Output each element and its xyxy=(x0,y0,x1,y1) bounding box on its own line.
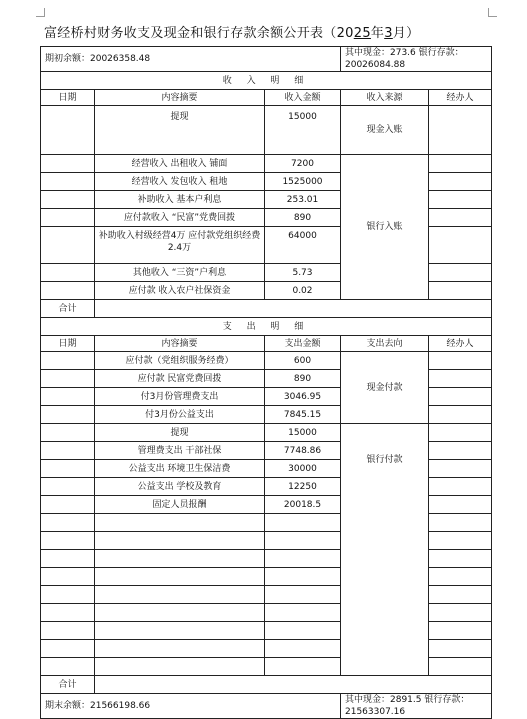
empty-cell xyxy=(429,568,492,586)
empty-cell xyxy=(265,586,341,604)
income-date-cell xyxy=(41,106,95,155)
income-header-summary: 内容摘要 xyxy=(95,90,265,106)
income-source-bank: 银行入账 xyxy=(341,155,429,300)
expense-header-date: 日期 xyxy=(41,336,95,352)
expense-amount: 890 xyxy=(265,370,341,388)
expense-handler-cell xyxy=(429,388,492,406)
income-handler-cell xyxy=(429,209,492,227)
empty-cell xyxy=(95,568,265,586)
empty-cell xyxy=(41,658,95,676)
expense-date-cell xyxy=(41,370,95,388)
empty-cell xyxy=(265,568,341,586)
income-handler-cell xyxy=(429,106,492,155)
empty-cell xyxy=(265,622,341,640)
income-summary: 提现 xyxy=(95,106,265,155)
income-total-label: 合计 xyxy=(41,300,95,318)
opening-balance: 期初余额：20026358.48 xyxy=(41,47,341,72)
expense-total-row xyxy=(41,676,492,694)
expense-summary: 公益支出 学校及教育 xyxy=(95,478,265,496)
expense-summary: 提现 xyxy=(95,424,265,442)
expense-handler-cell xyxy=(429,406,492,424)
expense-total-label: 合计 xyxy=(41,676,95,694)
expense-amount: 12250 xyxy=(265,478,341,496)
expense-destination-cash: 现金付款 xyxy=(341,352,429,424)
income-date-cell xyxy=(41,209,95,227)
empty-cell xyxy=(429,604,492,622)
expense-amount: 20018.5 xyxy=(265,496,341,514)
expense-summary: 付3月份管理费支出 xyxy=(95,388,265,406)
table-row xyxy=(41,106,492,155)
income-summary: 补助收入村级经营4万 应付款党组织经费2.4万 xyxy=(95,227,265,264)
expense-summary: 付3月份公益支出 xyxy=(95,406,265,424)
income-header-row xyxy=(41,90,492,106)
expense-section-row xyxy=(41,318,492,336)
expense-date-cell xyxy=(41,352,95,370)
expense-summary: 应付款（党组织服务经费） xyxy=(95,352,265,370)
income-handler-cell xyxy=(429,155,492,173)
income-summary: 应付款收入 “民富”党费回拨 xyxy=(95,209,265,227)
expense-header-handler: 经办人 xyxy=(429,336,492,352)
empty-cell xyxy=(429,586,492,604)
income-handler-cell xyxy=(429,282,492,300)
income-summary: 经营收入 发包收入 租地 xyxy=(95,173,265,191)
expense-handler-cell xyxy=(429,442,492,460)
title-year-underlined: 25 xyxy=(353,26,371,41)
expense-date-cell xyxy=(41,424,95,442)
expense-date-cell xyxy=(41,496,95,514)
empty-cell xyxy=(41,514,95,532)
expense-summary: 应付款 民富党费回拨 xyxy=(95,370,265,388)
empty-cell xyxy=(265,550,341,568)
opening-cash-bank: 其中现金：273.6 银行存款：20026084.88 xyxy=(341,47,492,72)
income-total-row xyxy=(41,300,492,318)
expense-date-cell xyxy=(41,478,95,496)
empty-cell xyxy=(95,586,265,604)
empty-cell xyxy=(41,532,95,550)
expense-header-summary: 内容摘要 xyxy=(95,336,265,352)
income-amount: 7200 xyxy=(265,155,341,173)
opening-balance-row xyxy=(41,47,492,72)
empty-cell xyxy=(429,640,492,658)
empty-cell xyxy=(95,532,265,550)
expense-summary: 公益支出 环境卫生保洁费 xyxy=(95,460,265,478)
expense-destination-bank: 银行付款 xyxy=(341,424,429,676)
table-row xyxy=(41,352,492,370)
title-part: 富经桥村财务收支及现金和银行存款余额公开表（20 xyxy=(44,26,354,41)
expense-amount: 15000 xyxy=(265,424,341,442)
income-handler-cell xyxy=(429,227,492,264)
report-title xyxy=(44,22,419,41)
expense-date-cell xyxy=(41,388,95,406)
expense-handler-cell xyxy=(429,496,492,514)
income-summary: 其他收入 “三资”户利息 xyxy=(95,264,265,282)
income-date-cell xyxy=(41,227,95,264)
income-date-cell xyxy=(41,191,95,209)
empty-cell xyxy=(41,550,95,568)
income-amount: 253.01 xyxy=(265,191,341,209)
expense-handler-cell xyxy=(429,460,492,478)
empty-cell xyxy=(41,568,95,586)
empty-cell xyxy=(95,514,265,532)
empty-cell xyxy=(41,640,95,658)
expense-date-cell xyxy=(41,442,95,460)
income-header-date: 日期 xyxy=(41,90,95,106)
empty-cell xyxy=(265,640,341,658)
title-month-underlined: 3 xyxy=(384,26,393,41)
empty-cell xyxy=(265,604,341,622)
income-header-source: 收入来源 xyxy=(341,90,429,106)
closing-cash-bank: 其中现金：2891.5 银行存款：21563307.16 xyxy=(341,694,492,719)
title-year-label: 年 xyxy=(370,26,385,41)
income-handler-cell xyxy=(429,264,492,282)
table-row xyxy=(41,424,492,442)
income-summary: 经营收入 出租收入 铺面 xyxy=(95,155,265,173)
income-amount: 890 xyxy=(265,209,341,227)
income-source-cash: 现金入账 xyxy=(341,106,429,155)
income-date-cell xyxy=(41,155,95,173)
empty-cell xyxy=(429,514,492,532)
page-corner-mark-left xyxy=(36,8,45,17)
income-summary: 应付款 收入农户社保资金 xyxy=(95,282,265,300)
expense-amount: 7845.15 xyxy=(265,406,341,424)
empty-cell xyxy=(265,532,341,550)
expense-section-title: 支 出 明 细 xyxy=(41,318,492,336)
page-corner-mark-right xyxy=(488,8,497,17)
expense-amount: 30000 xyxy=(265,460,341,478)
empty-cell xyxy=(95,550,265,568)
income-date-cell xyxy=(41,264,95,282)
expense-amount: 3046.95 xyxy=(265,388,341,406)
empty-cell xyxy=(429,532,492,550)
empty-cell xyxy=(95,622,265,640)
empty-cell xyxy=(429,622,492,640)
income-section-title: 收 入 明 细 xyxy=(41,72,492,90)
empty-cell xyxy=(95,604,265,622)
income-section-row xyxy=(41,72,492,90)
expense-amount: 7748.86 xyxy=(265,442,341,460)
income-header-amount: 收入金额 xyxy=(265,90,341,106)
income-date-cell xyxy=(41,173,95,191)
expense-handler-cell xyxy=(429,478,492,496)
expense-date-cell xyxy=(41,460,95,478)
empty-cell xyxy=(95,658,265,676)
income-amount: 0.02 xyxy=(265,282,341,300)
income-amount: 64000 xyxy=(265,227,341,264)
expense-handler-cell xyxy=(429,424,492,442)
income-total-value xyxy=(95,300,492,318)
empty-cell xyxy=(429,658,492,676)
empty-cell xyxy=(41,604,95,622)
table-row xyxy=(41,155,492,173)
income-header-handler: 经办人 xyxy=(429,90,492,106)
expense-header-amount: 支出金额 xyxy=(265,336,341,352)
expense-amount: 600 xyxy=(265,352,341,370)
expense-handler-cell xyxy=(429,370,492,388)
expense-summary: 固定人员报酬 xyxy=(95,496,265,514)
income-summary: 补助收入 基本户利息 xyxy=(95,191,265,209)
empty-cell xyxy=(265,514,341,532)
expense-date-cell xyxy=(41,406,95,424)
empty-cell xyxy=(41,586,95,604)
empty-cell xyxy=(429,550,492,568)
closing-balance-row xyxy=(41,694,492,719)
income-amount: 15000 xyxy=(265,106,341,155)
expense-header-row xyxy=(41,336,492,352)
empty-cell xyxy=(95,640,265,658)
expense-total-value xyxy=(95,676,492,694)
empty-cell xyxy=(41,622,95,640)
finance-table xyxy=(40,46,492,719)
income-date-cell xyxy=(41,282,95,300)
closing-balance: 期末余额：21566198.66 xyxy=(41,694,341,719)
income-handler-cell xyxy=(429,173,492,191)
title-month-label: 月） xyxy=(392,26,420,41)
expense-summary: 管理费支出 干部社保 xyxy=(95,442,265,460)
income-amount: 5.73 xyxy=(265,264,341,282)
expense-handler-cell xyxy=(429,352,492,370)
expense-header-destination: 支出去向 xyxy=(341,336,429,352)
income-handler-cell xyxy=(429,191,492,209)
empty-cell xyxy=(265,658,341,676)
income-amount: 1525000 xyxy=(265,173,341,191)
